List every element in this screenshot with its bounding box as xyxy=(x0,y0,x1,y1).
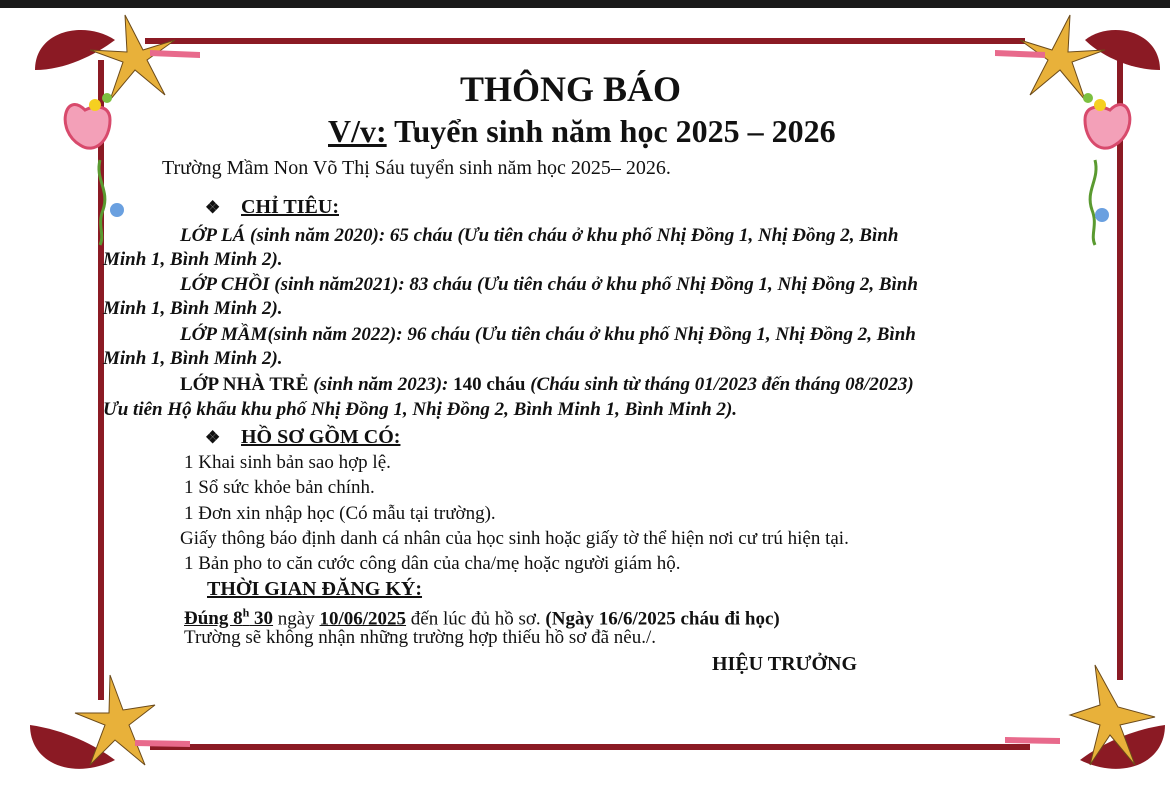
registration-until: đến lúc đủ hồ sơ. xyxy=(406,608,546,630)
corner-ornament-bottom-left xyxy=(25,665,195,785)
frame-bottom-border xyxy=(150,744,1030,750)
class-la-line1: LỚP LÁ (sinh năm 2020): 65 cháu (Ưu tiên cháu ở khu phố Nhị Đồng 1, Nhị Đồng 2, Bình xyxy=(180,225,899,246)
frame-top-border xyxy=(145,38,1025,44)
nursery-birth: (sinh năm 2023): xyxy=(308,374,449,395)
diamond-bullet-icon: ❖ xyxy=(205,428,221,447)
nursery-label: LỚP NHÀ TRẺ xyxy=(180,374,309,395)
intro-text: Trường Mầm Non Võ Thị Sáu tuyển sinh năm học 2025– 2026. xyxy=(162,157,671,179)
nursery-count: 140 cháu xyxy=(448,374,526,395)
corner-ornament-bottom-right xyxy=(1000,655,1170,785)
school-start-date: (Ngày 16/6/2025 cháu đi học) xyxy=(545,608,780,630)
diamond-bullet-icon: ❖ xyxy=(205,198,221,217)
documents-heading-text: HỒ SƠ GỒM CÓ: xyxy=(241,426,401,448)
registration-time: Đúng 8$^h$ 30 xyxy=(184,606,274,630)
registration-date: 10/06/2025 xyxy=(319,608,407,630)
subject-text: Tuyển sinh năm học 2025 – 2026 xyxy=(386,113,836,149)
class-mam-line2: Minh 1, Bình Minh 2). xyxy=(103,348,283,369)
nursery-range: (Cháu sinh từ tháng 01/2023 đến tháng 08/2023) xyxy=(525,374,914,395)
quota-heading xyxy=(205,195,339,220)
registration-note: Trường sẽ không nhận những trường hợp thiếu hồ sơ đã nêu./. xyxy=(184,627,656,648)
class-la-line2: Minh 1, Bình Minh 2). xyxy=(103,249,283,270)
signature-title: HIỆU TRƯỞNG xyxy=(712,653,858,675)
document-item: 1 Khai sinh bản sao hợp lệ. xyxy=(184,452,391,473)
class-nursery-line1 xyxy=(180,373,914,397)
registration-day-word: ngày xyxy=(273,608,320,630)
documents-heading xyxy=(205,425,400,450)
document-item: 1 Sổ sức khỏe bản chính. xyxy=(184,477,375,498)
document-item: 1 Đơn xin nhập học (Có mẫu tại trường). xyxy=(184,503,496,524)
registration-heading: THỜI GIAN ĐĂNG KÝ: xyxy=(207,578,423,600)
page-title: THÔNG BÁO xyxy=(460,69,682,109)
corner-ornament-top-left xyxy=(25,10,205,250)
class-nursery-line2: Ưu tiên Hộ khẩu khu phố Nhị Đồng 1, Nhị Đồng 2, Bình Minh 1, Bình Minh 2). xyxy=(103,399,738,420)
subject-line xyxy=(328,113,836,149)
quota-heading-text: CHỈ TIÊU: xyxy=(241,196,339,218)
class-choi-line1: LỚP CHỒI (sinh năm2021): 83 cháu (Ưu tiên cháu ở khu phố Nhị Đồng 1, Nhị Đồng 2, Bình xyxy=(180,274,918,295)
document-item: 1 Bản pho to căn cước công dân của cha/mẹ hoặc người giám hộ. xyxy=(184,553,681,574)
subject-prefix: V/v: xyxy=(328,113,387,149)
class-mam-line1: LỚP MẦM(sinh năm 2022): 96 cháu (Ưu tiên cháu ở khu phố Nhị Đồng 1, Nhị Đồng 2, Bình xyxy=(180,324,916,345)
document-item: Giấy thông báo định danh cá nhân của học sinh hoặc giấy tờ thể hiện nơi cư trú hiện tại. xyxy=(180,528,849,549)
corner-ornament-top-right xyxy=(990,10,1170,250)
class-choi-line2: Minh 1, Bình Minh 2). xyxy=(103,298,283,319)
top-edge-shadow xyxy=(0,0,1170,8)
